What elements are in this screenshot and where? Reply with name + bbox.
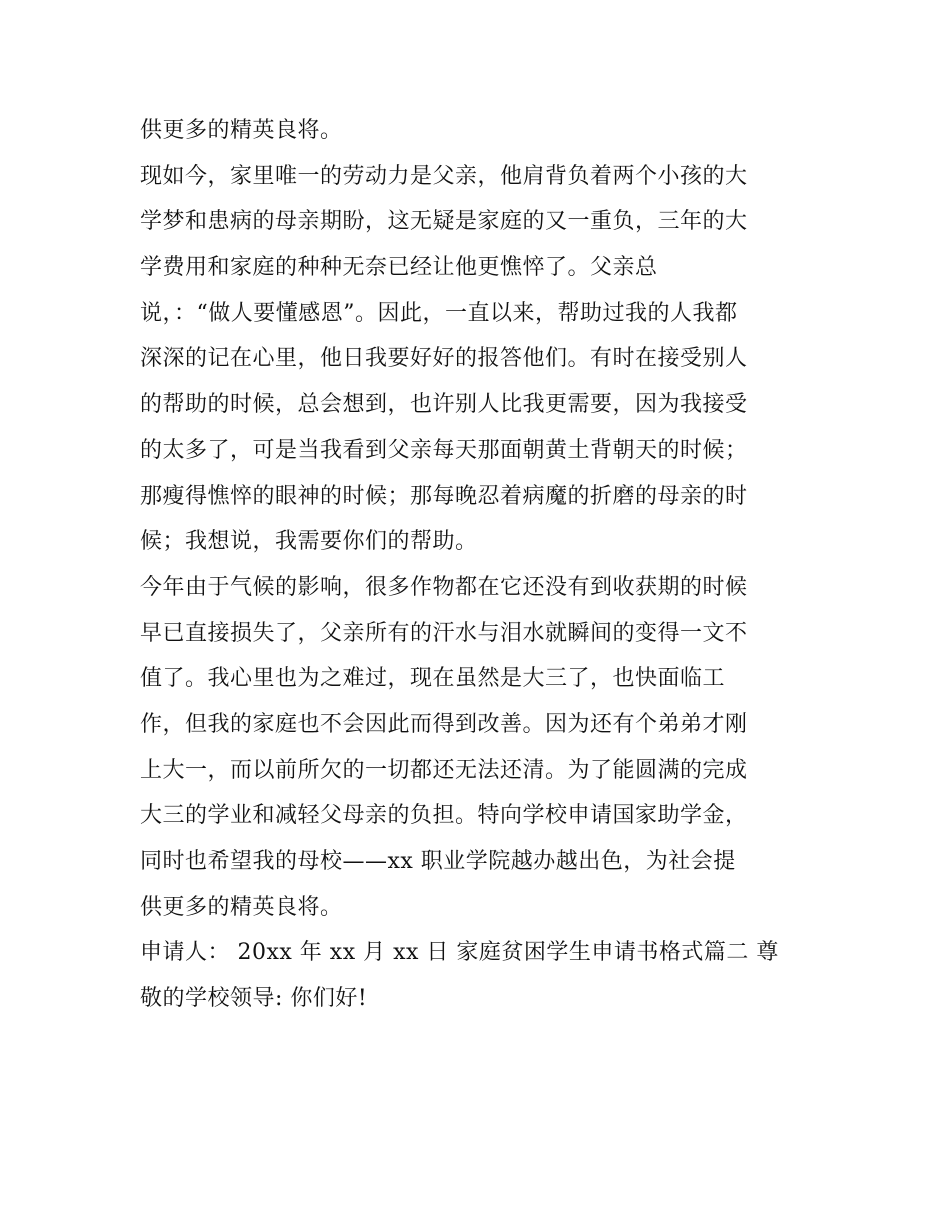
text-line: 今年由于气候的影响，很多作物都在它还没有到收获期的时候 bbox=[140, 574, 748, 600]
text-line: 学费用和家庭的种种无奈已经让他更憔悴了。父亲总 bbox=[140, 255, 658, 281]
text-line: 的太多了，可是当我看到父亲每天那面朝黄土背朝天的时候； bbox=[140, 437, 748, 463]
text-line: 早已直接损失了，父亲所有的汗水与泪水就瞬间的变得一文不 bbox=[140, 620, 748, 646]
text-line: 作，但我的家庭也不会因此而得到改善。因为还有个弟弟才刚 bbox=[140, 711, 748, 737]
text-line: 学梦和患病的母亲期盼，这无疑是家庭的又一重负，三年的大 bbox=[140, 209, 748, 235]
text-line: 深深的记在心里，他日我要好好的报答他们。有时在接受别人 bbox=[140, 346, 748, 372]
text-line: 供更多的精英良将。 bbox=[140, 894, 343, 920]
text-line: 那瘦得憔悴的眼神的时候；那每晚忍着病魔的折磨的母亲的时 bbox=[140, 483, 748, 509]
text-line: 大三的学业和减轻父母亲的负担。特向学校申请国家助学金， bbox=[140, 803, 748, 829]
text-line: 申请人： 20xx 年 xx 月 xx 日 家庭贫困学生申请书格式篇二 尊 bbox=[140, 940, 779, 966]
text-line: 同时也希望我的母校——xx 职业学院越办越出色，为社会提 bbox=[140, 849, 736, 874]
text-line: 现如今，家里唯一的劳动力是父亲，他肩背负着两个小孩的大 bbox=[140, 163, 748, 189]
text-line: 上大一，而以前所欠的一切都还无法还清。为了能圆满的完成 bbox=[140, 757, 748, 783]
document-body bbox=[140, 108, 820, 1022]
text-line: 敬的学校领导: 你们好! bbox=[140, 986, 368, 1012]
text-line: 说，：“做人要懂感恩”。因此，一直以来，帮助过我的人我都 bbox=[140, 300, 738, 326]
text-line: 供更多的精英良将。 bbox=[140, 118, 343, 143]
text-line: 的帮助的时候，总会想到，也许别人比我更需要，因为我接受 bbox=[140, 392, 748, 418]
text-line: 值了。我心里也为之难过，现在虽然是大三了，也快面临工 bbox=[140, 666, 726, 692]
text-line: 候；我想说，我需要你们的帮助。 bbox=[140, 529, 478, 555]
